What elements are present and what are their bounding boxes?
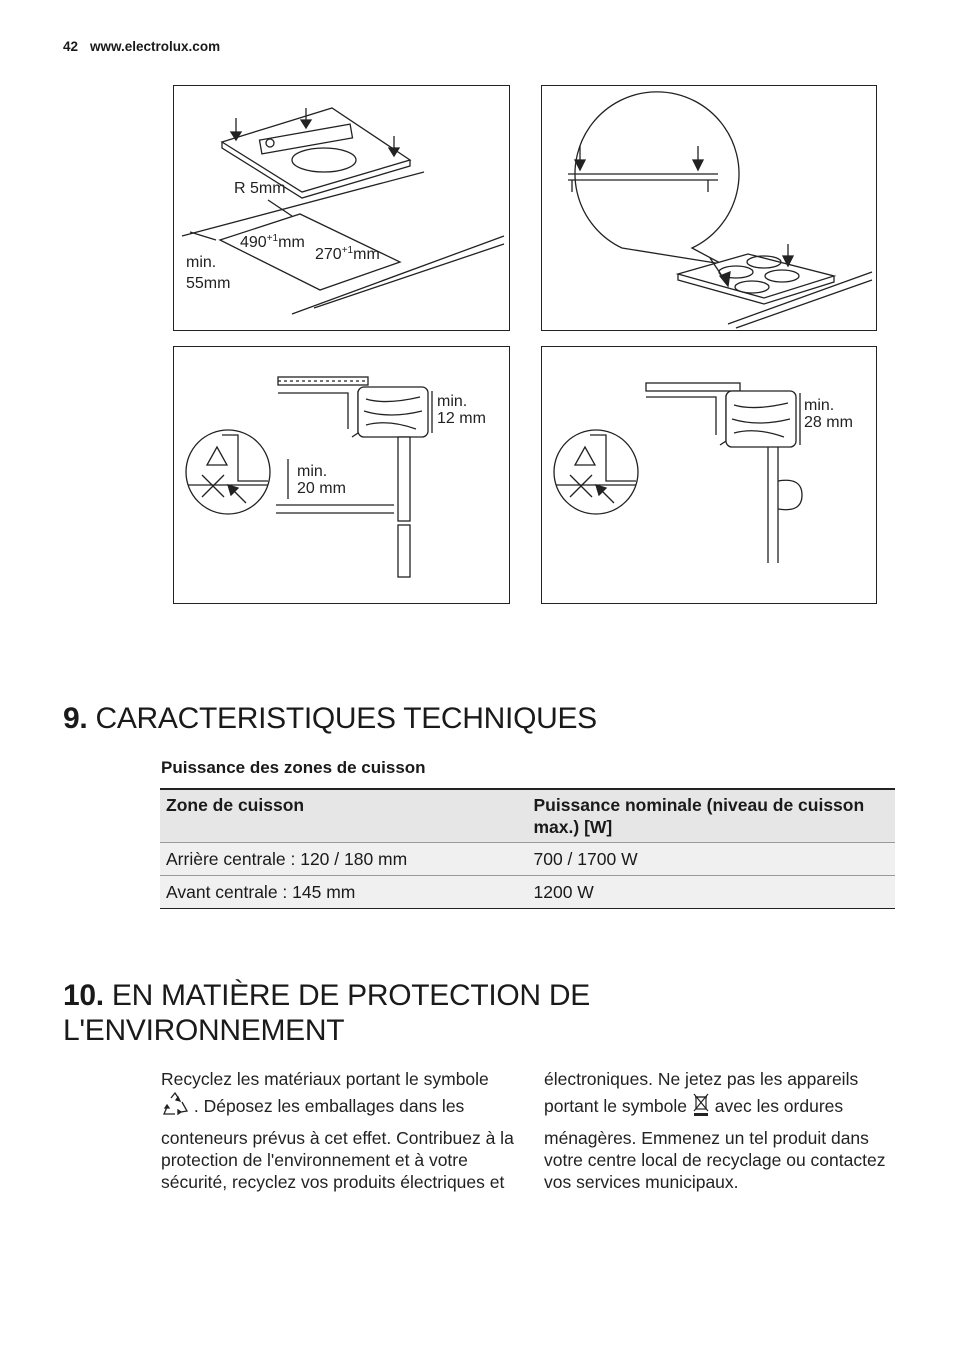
clearance-drawer-illustration [174,347,509,603]
section-10-title-line1: EN MATIÈRE DE PROTECTION DE [111,979,590,1012]
hob-installation-illustration [542,86,876,330]
bottom-min-label: min. [297,463,328,480]
page-header [63,39,220,54]
crossed-bin-icon [692,1092,710,1123]
paragraph: ménagères. Emmenez un tel produit dans votre centre local de recyclage ou contactez vos services municipaux. [544,1128,886,1192]
text-column-1 [161,1068,516,1193]
table-cell: 700 / 1700 W [528,843,896,876]
clearance-door-illustration [542,347,876,603]
table-cell: 1200 W [528,876,896,909]
table-row [160,843,895,876]
radius-label: R 5mm [234,180,286,197]
paragraph-with-icon [161,1092,516,1123]
column-header: Puissance nominale (niveau de cuisson max.) [W] [528,789,896,843]
figure-hob-installation [541,85,877,331]
paragraph-text: portant le symbole [544,1096,687,1117]
paragraph: électroniques. Ne jetez pas les appareils [544,1069,859,1089]
bottom-min-value: 20 mm [297,480,346,497]
paragraph: Recyclez les matériaux portant le symbole [161,1069,489,1089]
section-9-heading [63,701,597,736]
min-value-label: 55mm [186,275,231,292]
paragraph-text: avec les ordures [714,1096,844,1117]
width-label: $490^{+1}mm$ [240,233,305,251]
table-header-row [160,789,895,843]
page-number: 42 [63,39,79,54]
depth-label: $270^{+1}mm$ [315,245,380,263]
table-row [160,876,895,909]
cutout-illustration [174,86,509,330]
recycle-icon [161,1092,189,1123]
table-cell: Arrière centrale : 120 / 180 mm [160,843,528,876]
section-10-heading [63,978,590,1048]
door-min-value: 28 mm [804,414,853,431]
column-header: Zone de cuisson [160,789,528,843]
min-label: min. [186,254,217,271]
website-url: www.electrolux.com [90,39,221,54]
paragraph: conteneurs prévus à cet effet. Contribuez à la protection de l'environnement et à votre sécurité, recyclez vos produits électriques et [161,1128,514,1192]
table-cell: Avant centrale : 145 mm [160,876,528,909]
section-9-number: 9. [63,702,88,735]
section-9-title: CARACTERISTIQUES TECHNIQUES [95,702,597,735]
table-subheading: Puissance des zones de cuisson [161,758,426,777]
figure-cutout-dimensions [173,85,510,331]
figure-clearance-drawer [173,346,510,604]
top-min-label: min. [437,393,468,410]
section-10-number: 10. [63,979,104,1012]
text-column-2 [544,1068,899,1193]
figure-clearance-door [541,346,877,604]
section-10-title-line2: L'ENVIRONNEMENT [63,1014,345,1047]
paragraph-with-icon [544,1092,899,1123]
door-min-label: min. [804,397,835,414]
top-min-value: 12 mm [437,410,486,427]
power-table [160,788,895,909]
paragraph-text: . Déposez les emballages dans les [193,1096,465,1117]
